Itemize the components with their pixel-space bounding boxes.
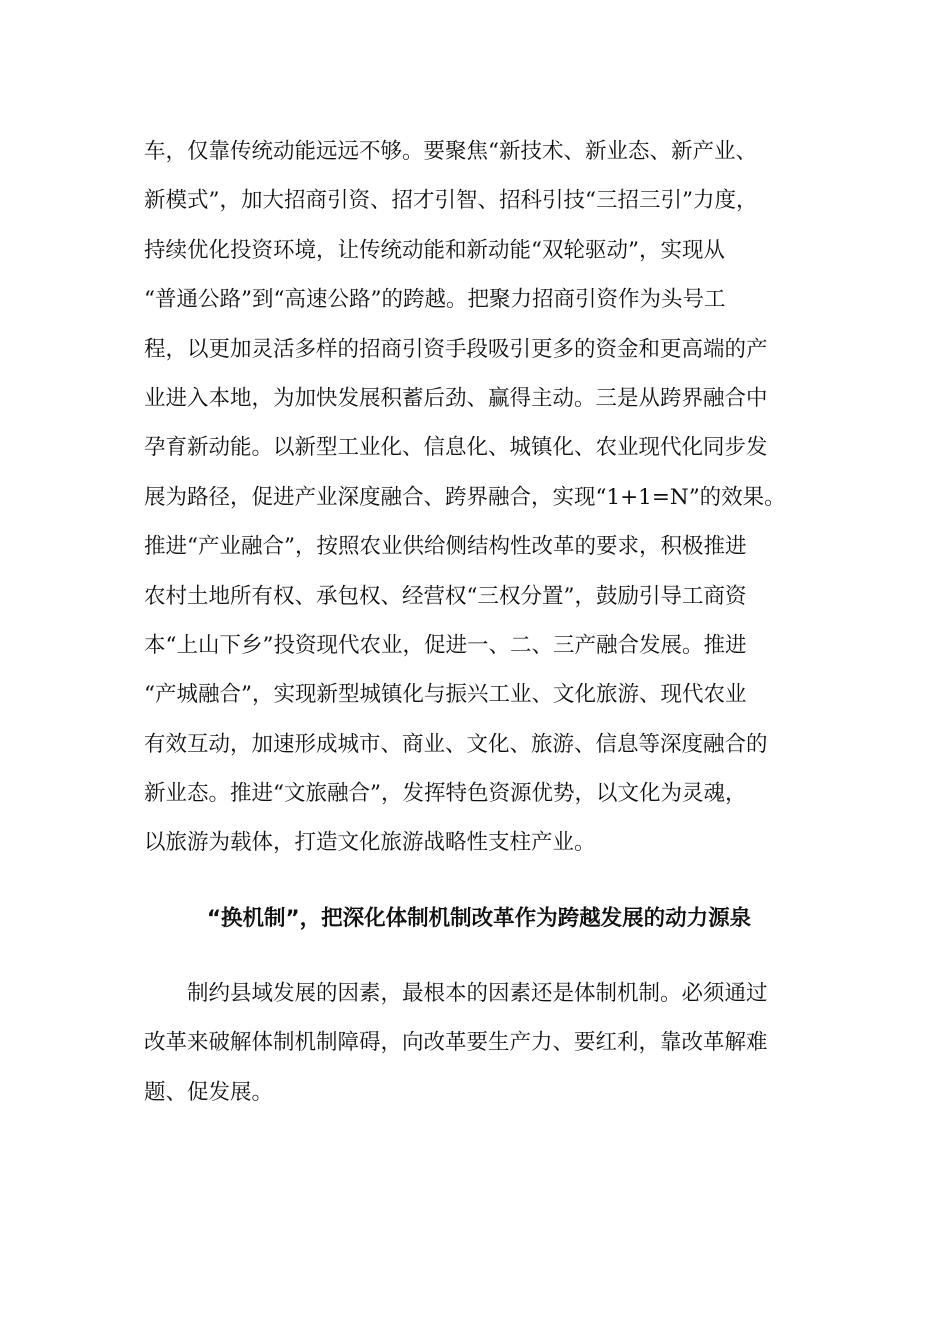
text-line: 新业态。推进“文旅融合”，发挥特色资源优势，以文化为灵魂， bbox=[144, 781, 747, 807]
section-heading: “换机制”，把深化体制机制改革作为跨越发展的动力源泉 bbox=[206, 906, 752, 931]
text-line: “产城融合”，实现新型城镇化与振兴工业、文化旅游、现代农业 bbox=[144, 682, 747, 708]
body-paragraph bbox=[144, 127, 814, 868]
text-line: 以旅游为载体，打造文化旅游战略性支柱产业。 bbox=[144, 830, 596, 856]
text-line: 新模式”，加大招商引资、招才引智、招科引技“三招三引”力度， bbox=[144, 188, 758, 214]
text-line: 推进“产业融合”，按照农业供给侧结构性改革的要求，积极推进 bbox=[144, 534, 747, 560]
text-line: 程，以更加灵活多样的招商引资手段吸引更多的资金和更高端的产 bbox=[144, 336, 768, 362]
text-line: 制约县域发展的因素，最根本的因素还是体制机制。必须通过 bbox=[144, 981, 768, 1006]
text-line: “普通公路”到“高速公路”的跨越。把聚力招商引资作为头号工 bbox=[144, 287, 726, 313]
text-line: 业进入本地，为加快发展积蓄后劲、赢得主动。三是从跨界融合中 bbox=[144, 385, 768, 411]
text-line: 农村土地所有权、承包权、经营权“三权分置”，鼓励引导工商资 bbox=[144, 583, 747, 609]
text-line: 孕育新动能。以新型工业化、信息化、城镇化、农业现代化同步发 bbox=[144, 435, 768, 461]
text-line: 车，仅靠传统动能远远不够。要聚焦“新技术、新业态、新产业、 bbox=[144, 139, 757, 164]
text-line: 改革来破解体制机制障碍，向改革要生产力、要红利，靠改革解难 bbox=[144, 1030, 768, 1056]
text-line: 本“上山下乡”投资现代农业，促进一、二、三产融合发展。推进 bbox=[144, 632, 747, 658]
body-paragraph-2 bbox=[144, 969, 814, 1117]
text-line: 题、促发展。 bbox=[144, 1079, 274, 1105]
text-line: 展为路径，促进产业深度融合、跨界融合，实现“1+1=N”的效果。 bbox=[144, 484, 786, 510]
text-line: 有效互动，加速形成城市、商业、文化、旅游、信息等深度融合的 bbox=[144, 731, 768, 757]
text-line: 持续优化投资环境，让传统动能和新动能“双轮驱动”，实现从 bbox=[144, 237, 725, 263]
